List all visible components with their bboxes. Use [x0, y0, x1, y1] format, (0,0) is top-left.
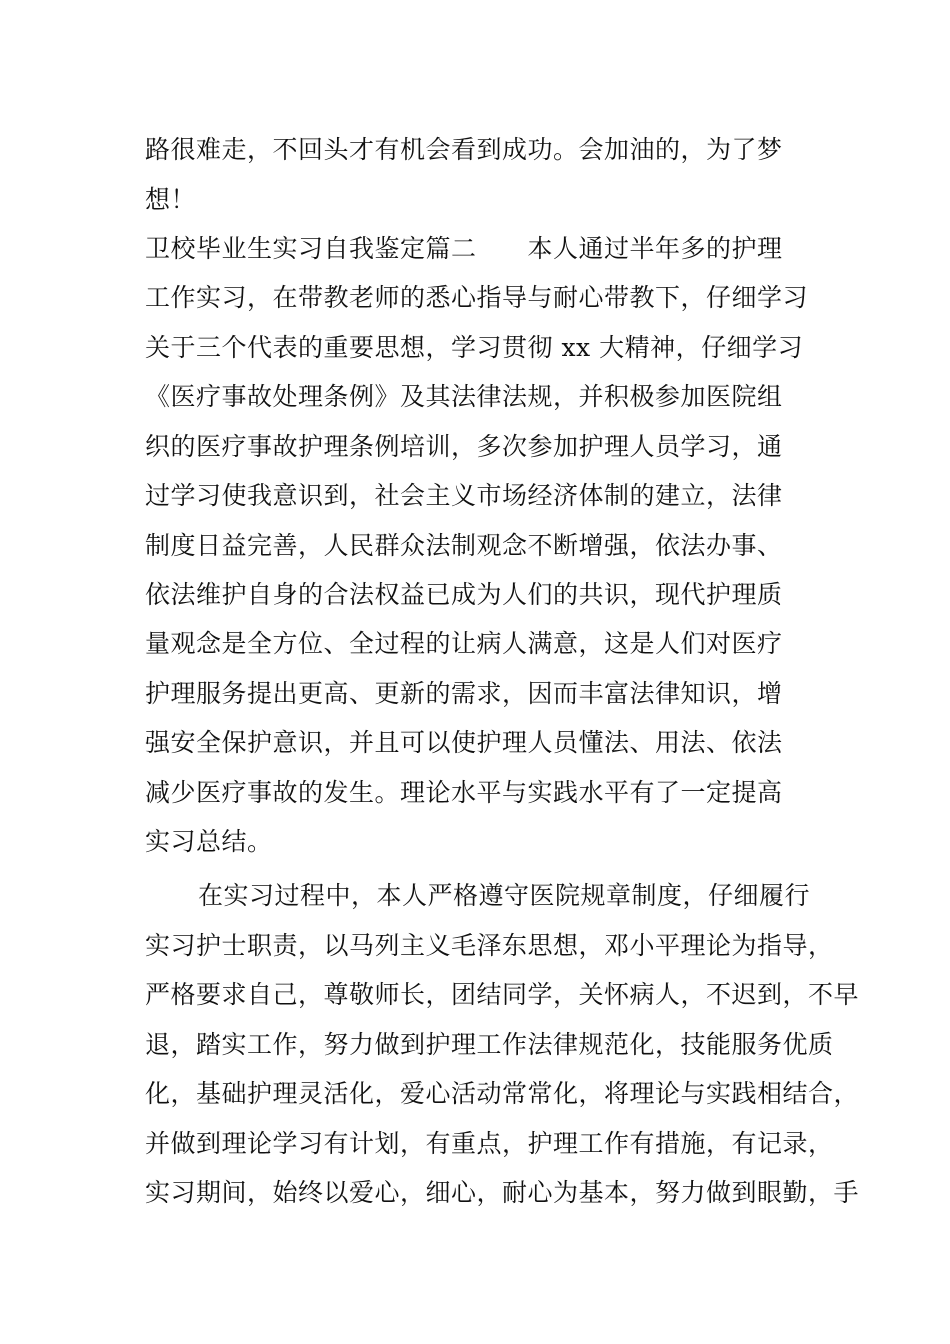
- text-line: 制度日益完善，人民群众法制观念不断增强，依法办事、: [145, 531, 783, 560]
- text-line: 实习总结。: [145, 827, 273, 856]
- text-line: 《医疗事故处理条例》及其法律法规，并积极参加医院组: [145, 382, 783, 411]
- text-line: 化，基础护理灵活化，爱心活动常常化，将理论与实践相结合，: [145, 1079, 860, 1108]
- text-line: 实习期间，始终以爱心，细心，耐心为基本，努力做到眼勤，手: [145, 1178, 860, 1207]
- text-line: 实习护士职责，以马列主义毛泽东思想，邓小平理论为指导，: [145, 931, 834, 960]
- section-heading-line: 卫校毕业生实习自我鉴定篇二 本人通过半年多的护理: [145, 234, 783, 263]
- text-line: 想！: [145, 185, 197, 214]
- text-line: 严格要求自己，尊敬师长，团结同学，关怀病人，不迟到，不早: [145, 980, 860, 1009]
- text-line: 并做到理论学习有计划，有重点，护理工作有措施，有记录，: [145, 1129, 834, 1158]
- text-line: 减少医疗事故的发生。理论水平与实践水平有了一定提高: [145, 778, 783, 807]
- text-line: 护理服务提出更高、更新的需求，因而丰富法律知识，增: [145, 679, 783, 708]
- text-line: 过学习使我意识到，社会主义市场经济体制的建立，法律: [145, 481, 783, 510]
- paragraph-first-line: 在实习过程中，本人严格遵守医院规章制度，仔细履行: [198, 881, 811, 910]
- text-line: 路很难走，不回头才有机会看到成功。会加油的，为了梦: [145, 135, 783, 164]
- text-line: 强安全保护意识，并且可以使护理人员懂法、用法、依法: [145, 728, 783, 757]
- text-line: 关于三个代表的重要思想，学习贯彻 xx 大精神，仔细学习: [145, 333, 804, 362]
- text-line: 退，踏实工作，努力做到护理工作法律规范化，技能服务优质: [145, 1030, 834, 1059]
- text-line: 工作实习，在带教老师的悉心指导与耐心带教下，仔细学习: [145, 283, 809, 312]
- text-line: 量观念是全方位、全过程的让病人满意，这是人们对医疗: [145, 629, 783, 658]
- text-line: 依法维护自身的合法权益已成为人们的共识，现代护理质: [145, 580, 783, 609]
- text-line: 织的医疗事故护理条例培训，多次参加护理人员学习，通: [145, 432, 783, 461]
